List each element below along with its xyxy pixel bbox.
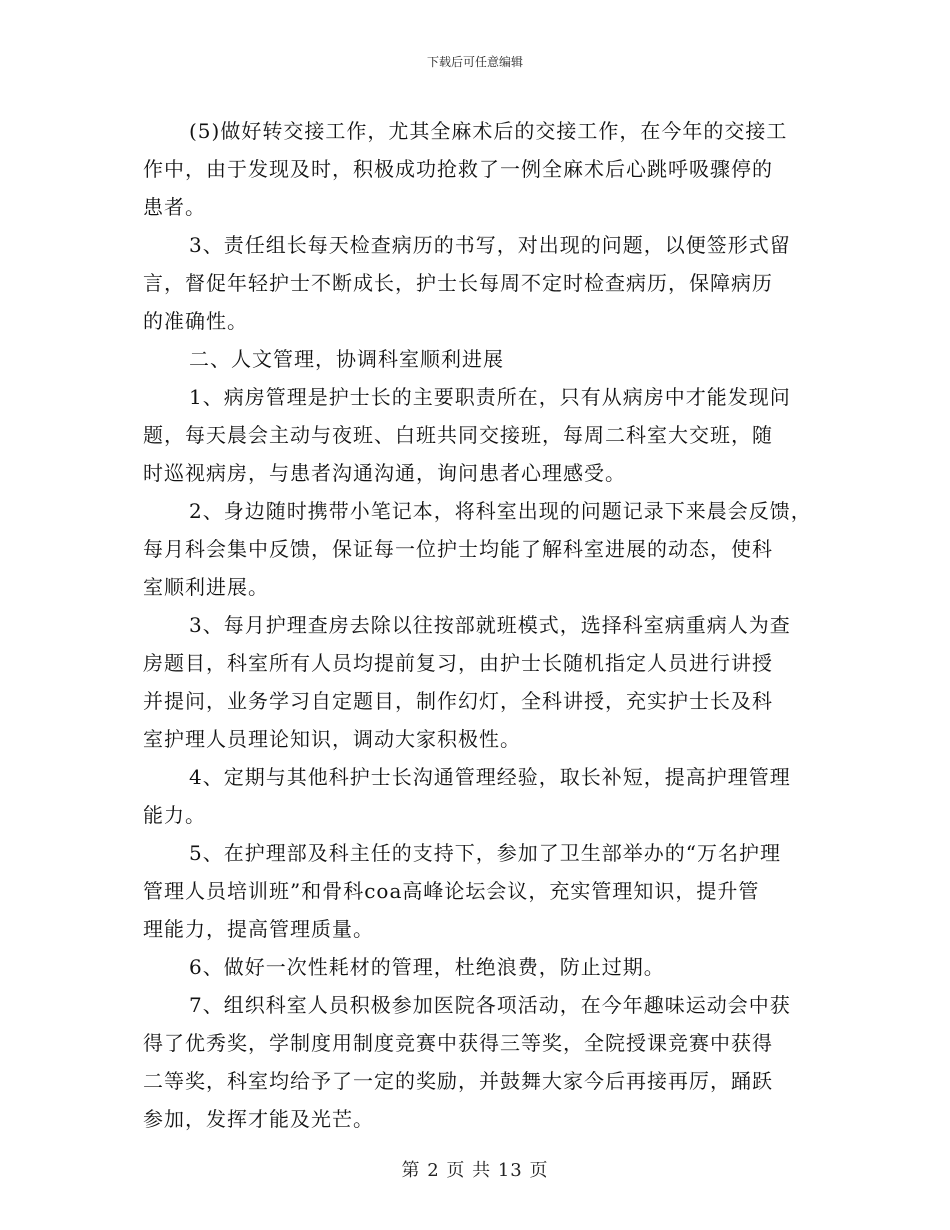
- page-header-note: 下载后可任意编辑: [426, 55, 523, 69]
- paragraph-line: 6、做好一次性耗材的管理，杜绝浪费，防止过期。: [189, 955, 665, 979]
- paragraph-line: 3、每月护理查房去除以往按部就班模式，选择科室病重病人为查: [189, 613, 791, 637]
- paragraph-line: 得了优秀奖，学制度用制度竞赛中获得三等奖，全院授课竞赛中获得: [143, 1031, 773, 1055]
- paragraph-consumables: [143, 948, 823, 986]
- paragraph-training: [143, 834, 823, 948]
- page-number: 第 2 页 共 13 页: [401, 1160, 549, 1181]
- paragraph-medical-records: [143, 226, 823, 340]
- paragraph-line: 二等奖，科室均给予了一定的奖励，并鼓舞大家今后再接再厉，踊跃: [143, 1069, 773, 1093]
- paragraph-line: 2、身边随时携带小笔记本，将科室出现的问题记录下来晨会反馈，: [189, 499, 812, 523]
- paragraph-line: 并提问，业务学习自定题目，制作幻灯，全科讲授，充实护士长及科: [143, 689, 773, 713]
- paragraph-nursing-rounds: [143, 606, 823, 758]
- paragraph-activities: [143, 986, 823, 1138]
- paragraph-line: 理能力，提高管理质量。: [143, 917, 374, 941]
- section-heading-humanistic-management: [143, 340, 823, 378]
- paragraph-line: 言，督促年轻护士不断成长，护士长每周不定时检查病历，保障病历: [143, 271, 773, 295]
- paragraph-line: 参加，发挥才能及光芒。: [143, 1107, 374, 1131]
- paragraph-line: 4、定期与其他科护士长沟通管理经验，取长补短，提高护理管理: [189, 765, 791, 789]
- paragraph-handover: [143, 112, 823, 226]
- paragraph-line: 题，每天晨会主动与夜班、白班共同交接班，每周二科室大交班，随: [143, 423, 773, 447]
- paragraph-ward-management: [143, 378, 823, 492]
- paragraph-line: 室护理人员理论知识，调动大家积极性。: [143, 727, 521, 751]
- paragraph-line: 3、责任组长每天检查病历的书写，对出现的问题，以便签形式留: [189, 233, 791, 257]
- paragraph-line: 的准确性。: [143, 309, 248, 333]
- paragraph-notebook-feedback: [143, 492, 823, 606]
- paragraph-line: 患者。: [143, 195, 206, 219]
- paragraph-line: 5、在护理部及科主任的支持下，参加了卫生部举办的“万名护理: [189, 841, 781, 865]
- paragraph-line: 管理人员培训班”和骨科coa高峰论坛会议，充实管理知识，提升管: [143, 879, 760, 903]
- paragraph-line: 房题目，科室所有人员均提前复习，由护士长随机指定人员进行讲授: [143, 651, 773, 675]
- paragraph-management-exchange: [143, 758, 823, 834]
- document-body: [143, 112, 823, 1138]
- paragraph-line: 作中，由于发现及时，积极成功抢救了一例全麻术后心跳呼吸骤停的: [143, 157, 773, 181]
- paragraph-line: 能力。: [143, 803, 206, 827]
- paragraph-line: 每月科会集中反馈，保证每一位护士均能了解科室进展的动态，使科: [143, 537, 773, 561]
- paragraph-line: 1、病房管理是护士长的主要职责所在，只有从病房中才能发现问: [189, 385, 791, 409]
- paragraph-line: 二、人文管理，协调科室顺利进展: [189, 347, 504, 371]
- paragraph-line: 时巡视病房，与患者沟通沟通，询问患者心理感受。: [143, 461, 626, 485]
- paragraph-line: 7、组织科室人员积极参加医院各项活动，在今年趣味运动会中获: [189, 993, 791, 1017]
- paragraph-line: (5)做好转交接工作，尤其全麻术后的交接工作，在今年的交接工: [189, 119, 788, 143]
- paragraph-line: 室顺利进展。: [143, 575, 269, 599]
